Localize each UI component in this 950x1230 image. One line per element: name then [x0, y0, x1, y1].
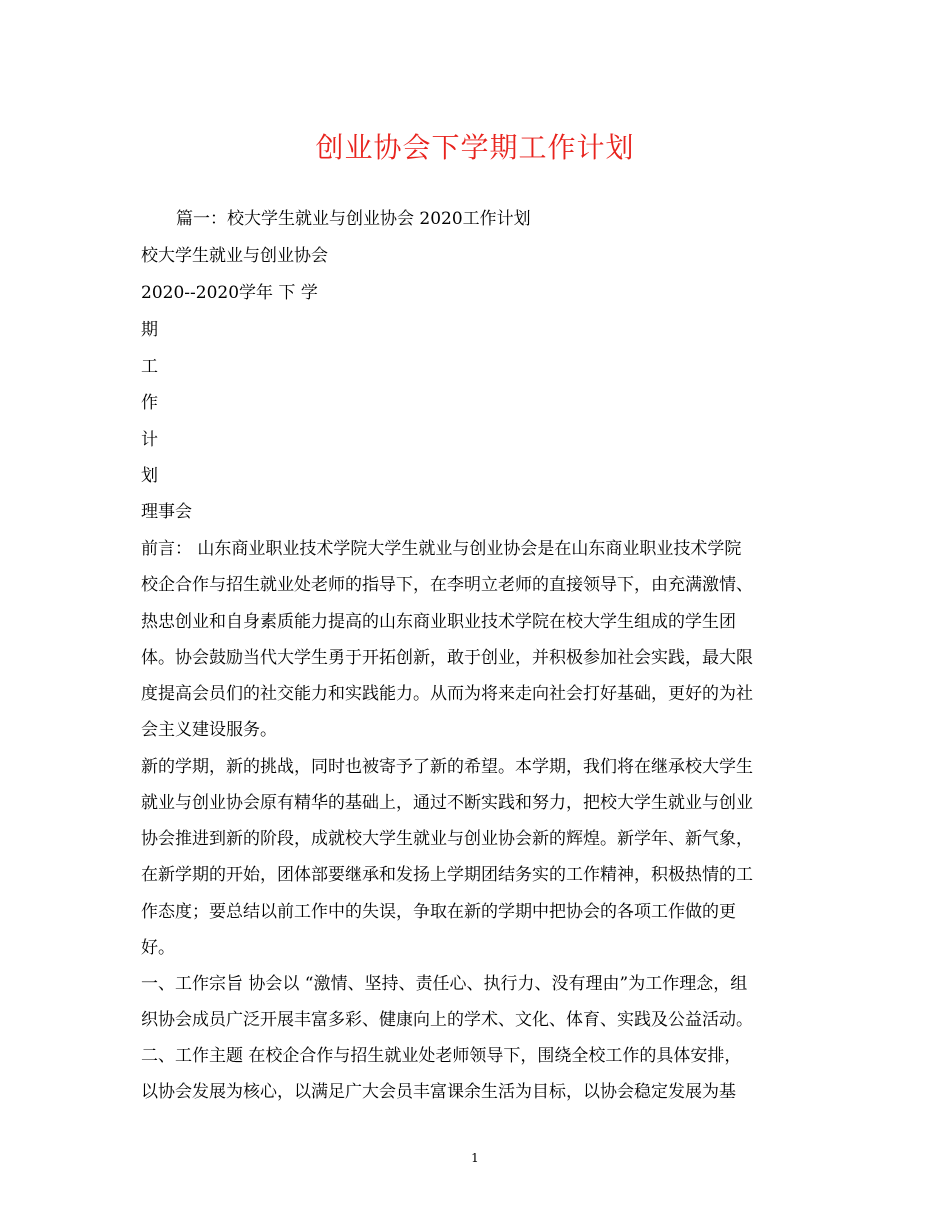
- document-title: 创业协会下学期工作计划: [315, 131, 635, 164]
- text-line: 热忠创业和自身素质能力提高的山东商业职业技术学院在校大学生组成的学生团: [141, 612, 736, 632]
- text-line: 就业与创业协会原有精华的基础上，通过不断实践和努力，把校大学生就业与创业: [141, 793, 753, 813]
- text-line: 工: [141, 357, 158, 377]
- text-line: 体。协会鼓励当代大学生勇于开拓创新，敢于创业，并积极参加社会实践，最大限: [141, 648, 753, 668]
- text-line: 前言： 山东商业职业技术学院大学生就业与创业协会是在山东商业职业技术学院: [141, 539, 742, 559]
- text-line: 度提高会员们的社交能力和实践能力。从而为将来走向社会打好基础，更好的为社: [141, 684, 753, 704]
- text-line: 计: [141, 430, 158, 450]
- text-line: 一、工作宗旨 协会以 “激情、坚持、责任心、执行力、没有理由”为工作理念，组: [141, 974, 748, 994]
- text-line: 织协会成员广泛开展丰富多彩、健康向上的学术、文化、体育、实践及公益活动。: [141, 1010, 753, 1030]
- text-line: 作态度；要总结以前工作中的失误，争取在新的学期中把协会的各项工作做的更: [141, 902, 736, 922]
- text-line: 在新学期的开始，团体部要继承和发扬上学期团结务实的工作精神，积极热情的工: [141, 865, 753, 885]
- text-line: 期: [141, 320, 158, 340]
- text-line: 二、工作主题 在校企合作与招生就业处老师领导下，围绕全校工作的具体安排，: [141, 1046, 742, 1066]
- text-line: 新的学期，新的挑战，同时也被寄予了新的希望。本学期，我们将在继承校大学生: [141, 757, 753, 777]
- text-line: 会主义建设服务。: [141, 720, 277, 740]
- text-line: 理事会: [141, 502, 192, 522]
- text-line: 校大学生就业与创业协会: [141, 246, 328, 266]
- text-line: 作: [141, 393, 158, 413]
- text-line: 2020--2020学年 下 学: [141, 283, 318, 303]
- text-line: 篇一：校大学生就业与创业协会 2020工作计划: [176, 209, 531, 229]
- text-line: 以协会发展为核心，以满足广大会员丰富课余生活为目标，以协会稳定发展为基: [141, 1082, 736, 1102]
- text-line: 协会推进到新的阶段，成就校大学生就业与创业协会新的辉煌。新学年、新气象，: [141, 829, 753, 849]
- text-line: 好。: [141, 938, 175, 958]
- page-number: 1: [471, 1151, 479, 1165]
- text-line: 划: [141, 466, 158, 486]
- text-line: 校企合作与招生就业处老师的指导下，在李明立老师的直接领导下，由充满激情、: [141, 575, 753, 595]
